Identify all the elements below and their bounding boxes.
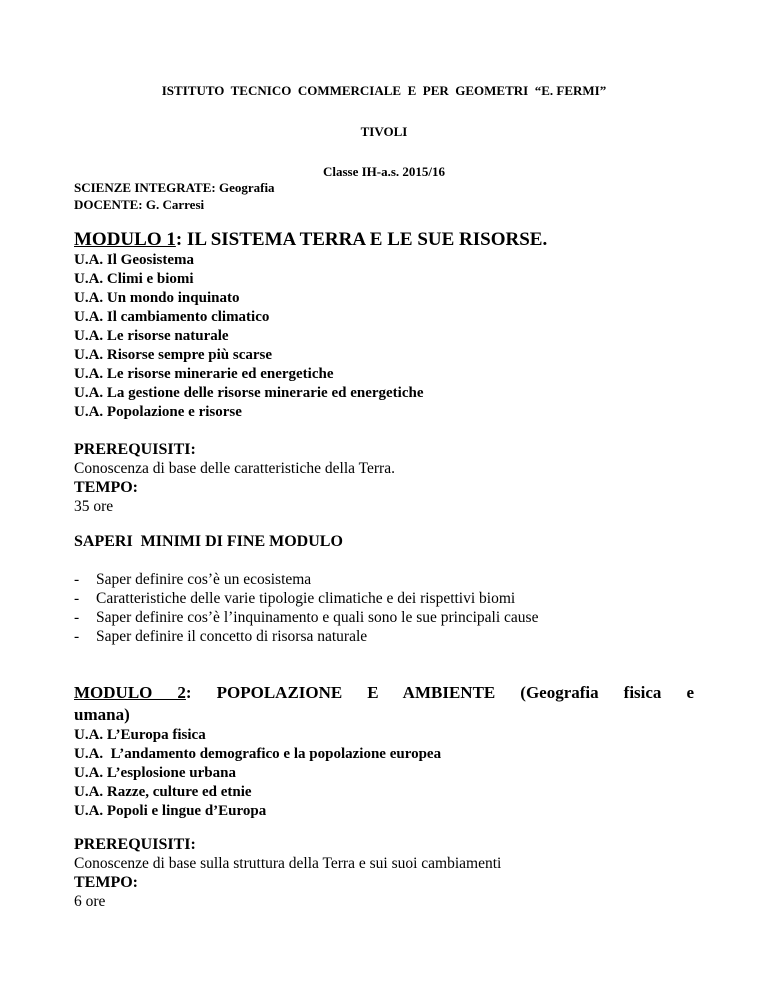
time-label: TEMPO:	[74, 874, 138, 891]
dash-bullet: -	[74, 571, 80, 588]
module-1-label: MODULO 1	[74, 229, 176, 250]
list-item: U.A. Il Geosistema	[74, 252, 194, 268]
list-item: U.A. Le risorse naturale	[74, 328, 229, 344]
class-year: Classe IH-a.s. 2015/16	[322, 164, 446, 179]
list-item: U.A. L’Europa fisica	[74, 727, 206, 743]
dash-bullet: -	[74, 590, 80, 607]
list-item: U.A. L’andamento demografico e la popolazione europea	[74, 746, 442, 762]
list-item: U.A. Popolazione e risorse	[74, 404, 242, 420]
list-item	[74, 608, 714, 627]
saperi-text: Caratteristiche delle varie tipologie climatiche e dei rispettivi biomi	[96, 590, 516, 607]
list-item: U.A. Climi e biomi	[74, 271, 194, 287]
module-1-title	[74, 229, 694, 251]
list-item: U.A. Risorse sempre più scarse	[74, 347, 273, 363]
dash-bullet: -	[74, 628, 80, 645]
city-name: TIVOLI	[360, 124, 408, 139]
list-item: U.A. Un mondo inquinato	[74, 290, 240, 306]
course-meta	[74, 179, 275, 213]
list-item	[74, 589, 714, 608]
module-2	[74, 682, 694, 821]
list-item	[74, 570, 714, 589]
time-text: 6 ore	[74, 893, 106, 910]
saperi-text: Saper definire il concetto di risorsa naturale	[96, 628, 368, 645]
list-item: U.A. Razze, culture ed etnie	[74, 784, 252, 800]
module-1-heading: : IL SISTEMA TERRA E LE SUE RISORSE.	[175, 229, 548, 250]
time-label: TEMPO:	[74, 479, 138, 496]
dash-bullet: -	[74, 609, 80, 626]
module-1	[74, 229, 694, 422]
module-1-requirements	[74, 440, 714, 516]
prereq-label: PREREQUISITI:	[74, 441, 196, 458]
list-item: U.A. La gestione delle risorse minerarie ed energetiche	[74, 385, 424, 401]
prereq-text: Conoscenza di base delle caratteristiche della Terra.	[74, 460, 395, 477]
saperi-title: SAPERI MINIMI DI FINE MODULO	[74, 533, 343, 550]
saperi-list	[74, 570, 714, 646]
time-text: 35 ore	[74, 498, 114, 515]
teacher-line: DOCENTE: G. Carresi	[74, 197, 205, 212]
subject-line: SCIENZE INTEGRATE: Geografia	[74, 180, 275, 195]
module-2-label: MODULO 2	[74, 683, 186, 702]
module-1-units	[74, 251, 694, 422]
module-2-requirements	[74, 835, 714, 911]
module-2-units	[74, 726, 694, 821]
list-item	[74, 627, 714, 646]
saperi-text: Saper definire cos’è un ecosistema	[96, 571, 312, 588]
school-name: ISTITUTO TECNICO COMMERCIALE E PER GEOMETRI “E. FERMI”	[161, 83, 607, 98]
module-2-heading: : POPOLAZIONE E AMBIENTE (Geografia fisica e	[185, 683, 694, 702]
list-item: U.A. Popoli e lingue d’Europa	[74, 803, 267, 819]
module-2-title-cont: umana)	[74, 705, 130, 724]
list-item: U.A. Le risorse minerarie ed energetiche	[74, 366, 334, 382]
prereq-text: Conoscenze di base sulla struttura della Terra e sui suoi cambiamenti	[74, 855, 502, 872]
saperi-text: Saper definire cos’è l’inquinamento e quali sono le sue principali cause	[96, 609, 539, 626]
list-item: U.A. Il cambiamento climatico	[74, 309, 270, 325]
list-item: U.A. L’esplosione urbana	[74, 765, 236, 781]
prereq-label: PREREQUISITI:	[74, 836, 196, 853]
module-2-title	[74, 682, 694, 704]
